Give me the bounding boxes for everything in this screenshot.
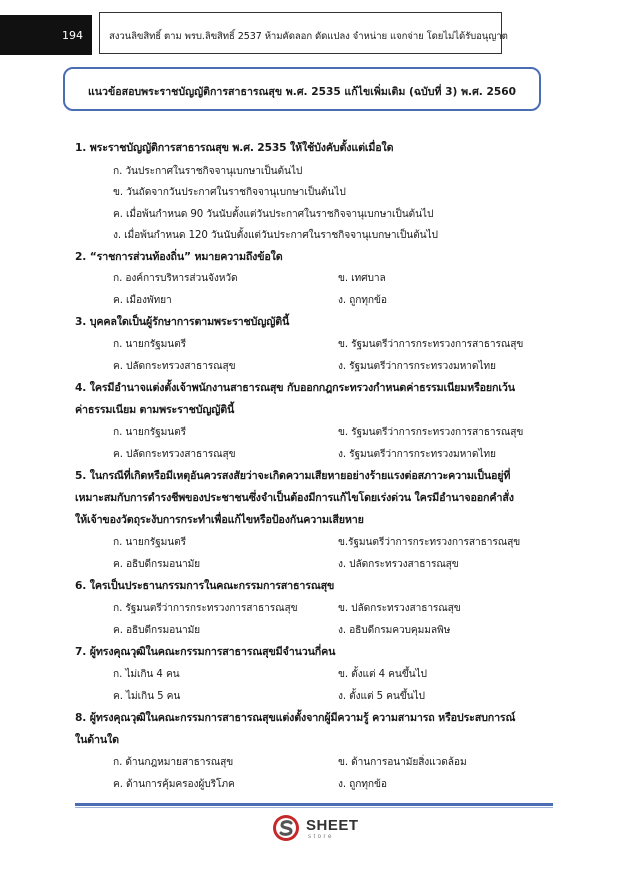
question-5-text-line-1: 5. ในกรณีที่เกิดหรือมีเหตุอันควรสงสัยว่าจะเกิดความเสียหายอย่างร้ายแรงต่อสภาวะความเป็นอยู่ที่ bbox=[75, 469, 511, 482]
question-8-text-line-1: 8. ผู้ทรงคุณวุฒิในคณะกรรมการสาธารณสุขแต่งตั้งจากผู้มีความรู้ ความสามารถ หรือประสบการณ์ bbox=[75, 711, 516, 724]
question-1-option-c: ค. เมื่อพ้นกำหนด 90 วันนับตั้งแต่วันประกาศในราชกิจจานุเบกษาเป็นต้นไป bbox=[113, 209, 434, 220]
question-4-text-line-1: 4. ใครมีอำนาจแต่งตั้งเจ้าพนักงานสาธารณสุข กับออกกฎกระทรวงกำหนดค่าธรรมเนียมหรือยกเว้น bbox=[75, 381, 515, 394]
question-1-option-a: ก. วันประกาศในราชกิจจานุเบกษาเป็นต้นไป bbox=[113, 166, 303, 177]
question-8-option-d: ง. ถูกทุกข้อ bbox=[338, 779, 387, 790]
footer-divider bbox=[75, 803, 553, 806]
footer-divider-thin bbox=[75, 807, 553, 808]
question-4-option-d: ง. รัฐมนตรีว่าการกระทรวงมหาดไทย bbox=[338, 449, 496, 460]
question-5-option-d: ง. ปลัดกระทรวงสาธารณสุข bbox=[338, 559, 459, 570]
page-number-tab bbox=[0, 15, 92, 55]
document-title-box bbox=[63, 67, 541, 111]
sheet-logo-icon bbox=[272, 814, 300, 842]
question-3-option-c: ค. ปลัดกระทรวงสาธารณสุข bbox=[113, 361, 236, 372]
question-2-option-d: ง. ถูกทุกข้อ bbox=[338, 295, 387, 306]
question-5-text-line-3: ให้เจ้าของวัตถุระงับการกระทำเพื่อแก้ไขหรือป้องกันความเสียหาย bbox=[75, 513, 364, 526]
page-number: 194 bbox=[62, 29, 83, 42]
question-2-option-a: ก. องค์การบริหารส่วนจังหวัด bbox=[113, 273, 238, 284]
question-6-option-c: ค. อธิบดีกรมอนามัย bbox=[113, 625, 201, 636]
question-7-option-d: ง. ตั้งแต่ 5 คนขึ้นไป bbox=[338, 691, 425, 702]
question-1-option-b: ข. วันถัดจากวันประกาศในราชกิจจานุเบกษาเป็นต้นไป bbox=[113, 187, 346, 198]
question-8-text-line-2: ในด้านใด bbox=[75, 733, 119, 746]
question-6-text: 6. ใครเป็นประธานกรรมการในคณะกรรมการสาธารณสุข bbox=[75, 579, 335, 592]
question-6-option-d: ง. อธิบดีกรมควบคุมมลพิษ bbox=[338, 625, 451, 636]
question-7-option-c: ค. ไม่เกิน 5 คน bbox=[113, 691, 181, 702]
question-5-option-c: ค. อธิบดีกรมอนามัย bbox=[113, 559, 201, 570]
question-6-option-b: ข. ปลัดกระทรวงสาธารณสุข bbox=[338, 603, 461, 614]
question-5-option-b: ข.รัฐมนตรีว่าการกระทรวงการสาธารณสุข bbox=[338, 537, 521, 548]
copyright-header bbox=[99, 12, 508, 54]
question-2-option-b: ข. เทศบาล bbox=[338, 273, 386, 284]
question-3-option-a: ก. นายกรัฐมนตรี bbox=[113, 339, 187, 350]
question-4-option-b: ข. รัฐมนตรีว่าการกระทรวงการสาธารณสุข bbox=[338, 427, 524, 438]
question-2-option-c: ค. เมืองพัทยา bbox=[113, 295, 172, 306]
question-7-option-a: ก. ไม่เกิน 4 คน bbox=[113, 669, 180, 680]
question-3-text: 3. บุคคลใดเป็นผู้รักษาการตามพระราชบัญญัตินี้ bbox=[75, 315, 290, 328]
question-4-option-c: ค. ปลัดกระทรวงสาธารณสุข bbox=[113, 449, 236, 460]
question-2-text: 2. “ราชการส่วนท้องถิ่น” หมายความถึงข้อใด bbox=[75, 250, 283, 263]
question-7-text: 7. ผู้ทรงคุณวุฒิในคณะกรรมการสาธารณสุขมีจำนวนกี่คน bbox=[75, 645, 336, 658]
sheet-store-logo bbox=[272, 814, 372, 844]
question-8-option-a: ก. ด้านกฎหมายสาธารณสุข bbox=[113, 757, 234, 768]
question-8-option-b: ข. ด้านการอนามัยสิ่งแวดล้อม bbox=[338, 757, 467, 768]
copyright-text: สงวนลิขสิทธิ์ ตาม พรบ.ลิขสิทธิ์ 2537 ห้ามคัดลอก ดัดแปลง จำหน่าย แจกจ่าย โดยไม่ได้รับอนุญาต bbox=[109, 31, 508, 42]
question-3-option-d: ง. รัฐมนตรีว่าการกระทรวงมหาดไทย bbox=[338, 361, 496, 372]
question-6-option-a: ก. รัฐมนตรีว่าการกระทรวงการสาธารณสุข bbox=[113, 603, 298, 614]
question-5-option-a: ก. นายกรัฐมนตรี bbox=[113, 537, 187, 548]
question-5-text-line-2: เหมาะสมกับการดำรงชีพของประชาชนซึ่งจำเป็นต้องมีการแก้ไขโดยเร่งด่วน ใครมีอำนาจออกคำสั่ง bbox=[75, 491, 514, 504]
question-8-option-c: ค. ด้านการคุ้มครองผู้บริโภค bbox=[113, 779, 235, 790]
logo-subtext: store bbox=[308, 834, 334, 840]
document-title: แนวข้อสอบพระราชบัญญัติการสาธารณสุข พ.ศ. 2535 แก้ไขเพิ่มเติม (ฉบับที่ 3) พ.ศ. 2560 bbox=[87, 86, 517, 98]
logo-text: SHEET bbox=[306, 817, 359, 834]
question-4-option-a: ก. นายกรัฐมนตรี bbox=[113, 427, 187, 438]
question-1-text: 1. พระราชบัญญัติการสาธารณสุข พ.ศ. 2535 ให้ใช้บังคับตั้งแต่เมื่อใด bbox=[75, 141, 394, 154]
question-7-option-b: ข. ตั้งแต่ 4 คนขึ้นไป bbox=[338, 669, 427, 680]
question-4-text-line-2: ค่าธรรมเนียม ตามพระราชบัญญัตินี้ bbox=[75, 403, 235, 416]
question-1-option-d: ง. เมื่อพ้นกำหนด 120 วันนับตั้งแต่วันประกาศในราชกิจจานุเบกษาเป็นต้นไป bbox=[113, 230, 438, 241]
question-3-option-b: ข. รัฐมนตรีว่าการกระทรวงการสาธารณสุข bbox=[338, 339, 524, 350]
